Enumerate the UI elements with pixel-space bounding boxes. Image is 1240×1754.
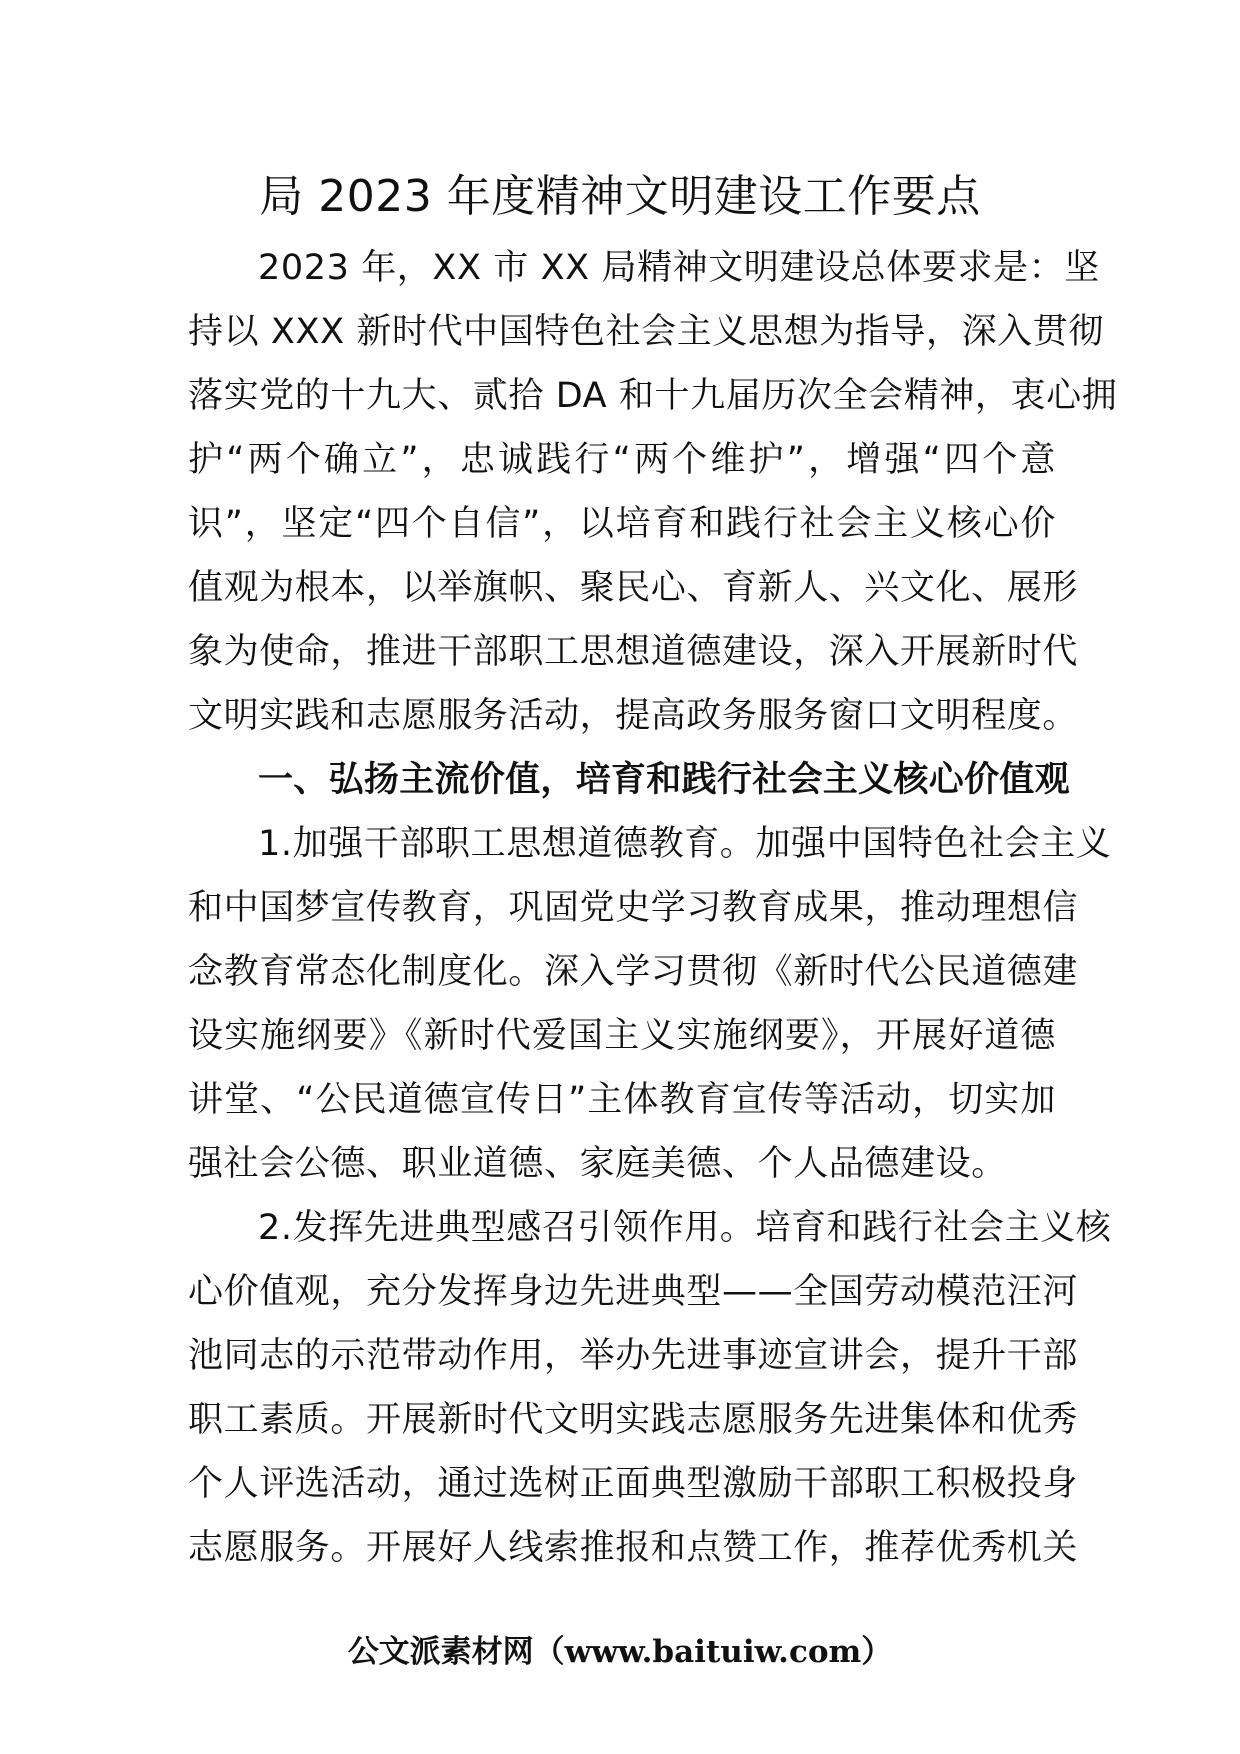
paragraph-line: 池同志的示范带动作用，举办先进事迹宣讲会，提升干部 [188,1336,1079,1376]
paragraph-line: 心价值观，充分发挥身边先进典型——全国劳动模范汪河 [188,1272,1079,1312]
paragraph-line: 文明实践和志愿服务活动，提高政务服务窗口文明程度。 [188,696,1079,736]
paragraph-line: 志愿服务。开展好人线索推报和点赞工作，推荐优秀机关 [188,1528,1079,1568]
paragraph-line: 强社会公德、职业道德、家庭美德、个人品德建设。 [188,1144,1007,1184]
paragraph-line: 念教育常态化制度化。深入学习贯彻《新时代公民道德建 [188,952,1079,992]
paragraph-line: 和中国梦宣传教育，巩固党史学习教育成果，推动理想信 [188,888,1079,928]
paragraph-line: 值观为根本，以举旗帜、聚民心、育新人、兴文化、展形 [188,568,1079,608]
section-heading: 一、弘扬主流价值，培育和践行社会主义核心价值观 [258,760,1070,800]
paragraph-line: 落实党的十九大、贰拾 DA 和十九届历次全会精神，衷心拥 [188,376,1118,416]
document-body [188,236,1118,1580]
paragraph-line: 识”，坚定“四个自信”，以培育和践行社会主义核心价 [188,504,1056,544]
paragraph-line: 2.发挥先进典型感召引领作用。培育和践行社会主义核 [258,1208,1112,1248]
paragraph-line: 象为使命，推进干部职工思想道德建设，深入开展新时代 [188,632,1079,672]
paragraph-line: 个人评选活动，通过选树正面典型激励干部职工积极投身 [188,1464,1079,1504]
paragraph-line: 设实施纲要》《新时代爱国主义实施纲要》，开展好道德 [188,1016,1056,1056]
document-title: 局 2023 年度精神文明建设工作要点 [259,171,981,222]
paragraph-line: 1.加强干部职工思想道德教育。加强中国特色社会主义 [258,824,1112,864]
footer-watermark: 公文派素材网（www.baituiw.com） [347,1634,893,1670]
paragraph-line: 持以 XXX 新时代中国特色社会主义思想为指导，深入贯彻 [188,312,1104,352]
paragraph-line: 护“两个确立”，忠诚践行“两个维护”，增强“四个意 [188,440,1056,480]
paragraph-line: 讲堂、“公民道德宣传日”主体教育宣传等活动，切实加 [188,1080,1056,1120]
paragraph-line: 职工素质。开展新时代文明实践志愿服务先进集体和优秀 [188,1400,1079,1440]
paragraph-line: 2023 年，XX 市 XX 局精神文明建设总体要求是：坚 [258,248,1100,288]
